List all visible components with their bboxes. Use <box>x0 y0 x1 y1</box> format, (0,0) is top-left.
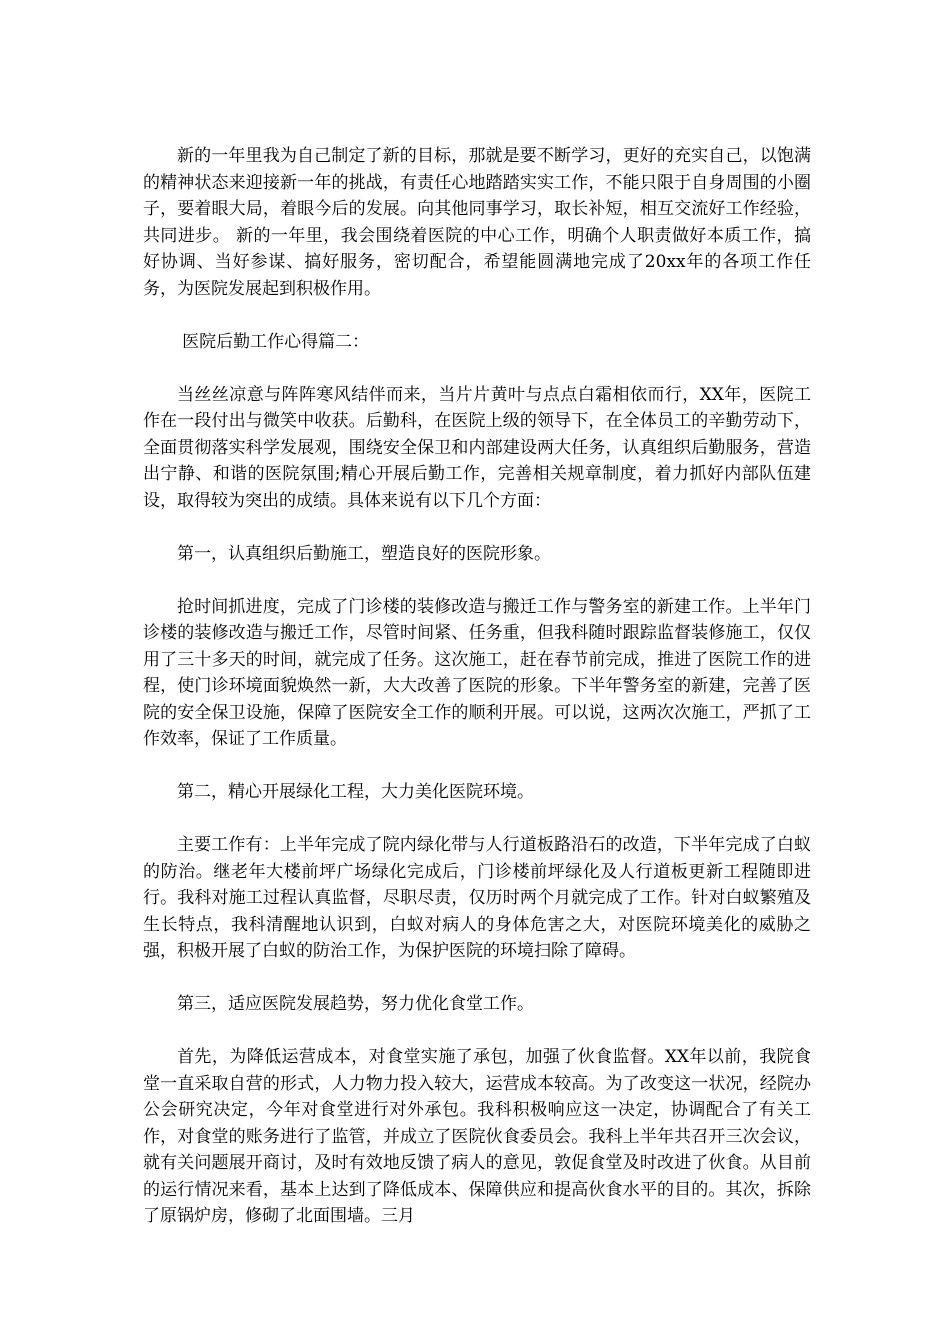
paragraph-logistics-summary: 当丝丝凉意与阵阵寒风结伴而来，当片片黄叶与点点白霜相依而行，XX年，医院工作在一段付出与微笑中收获。后勤科，在医院上级的领导下，在全体员工的辛勤劳动下，全面贯彻落实科学发展观，围绕安全保卫和内部建设两大任务，认真组织后勤服务，营造出宁静、和谐的医院氛围;精心开展后勤工作，完善相关规章制度，着力抓好内部队伍建设，取得较为突出的成绩。具体来说有以下几个方面： <box>143 384 811 511</box>
paragraph-canteen: 首先，为降低运营成本，对食堂实施了承包，加强了伙食监督。XX年以前，我院食堂一直采取自营的形式，人力物力投入较大，运营成本较高。为了改变这一状况，经院办公会研究决定，今年对食堂进行对外承包。我科积极响应这一决定，协调配合了有关工作，对食堂的账务进行了监管，并成立了医院伙食委员会。我科上半年共召开三次会议，就有关问题展开商讨，及时有效地反馈了病人的意见，敦促食堂及时改进了伙食。从目前的运行情况来看，基本上达到了降低成本、保障供应和提高伙食水平的目的。其次，拆除了原锅炉房，修砌了北面围墙。三月 <box>143 1047 811 1226</box>
paragraph-new-year-goals: 新的一年里我为自己制定了新的目标，那就是要不断学习，更好的充实自己，以饱满的精神状态来迎接新一年的挑战，有责任心地踏踏实实工作，不能只限于自身周围的小圈子，要着眼大局，着眼今后的发展。向其他同事学习，取长补短，相互交流好工作经验，共同进步。 新的一年里，我会围绕着医院的中心工作，明确个人职责做好本质工作，搞好协调、当好参谋、搞好服务，密切配合，希望能圆满地完成了20xx年的各项工作任务，为医院发展起到积极作用。 <box>143 146 811 299</box>
subheading-second: 第二，精心开展绿化工程，大力美化医院环境。 <box>177 782 534 802</box>
paragraph-construction: 抢时间抓进度，完成了门诊楼的装修改造与搬迁工作与警务室的新建工作。上半年门诊楼的装修改造与搬迁工作，尽管时间紧、任务重，但我科随时跟踪监督装修施工，仅仅用了三十多天的时间，就完成了任务。这次施工，赶在春节前完成，推进了医院工作的进程，使门诊环境面貌焕然一新，大大改善了医院的形象。下半年警务室的新建，完善了医院的安全保卫设施，保障了医院安全工作的顺利开展。可以说，这两次次施工，严抓了工作效率，保证了工作质量。 <box>143 596 811 749</box>
subheading-first: 第一，认真组织后勤施工，塑造良好的医院形象。 <box>177 543 551 564</box>
document-body <box>143 143 811 1256</box>
subheading-third: 第三，适应医院发展趋势，努力优化食堂工作。 <box>177 994 534 1014</box>
paragraph-greening: 主要工作有：上半年完成了院内绿化带与人行道板路沿石的改造，下半年完成了白蚁的防治。继老年大楼前坪广场绿化完成后，门诊楼前坪绿化及人行道板更新工程随即进行。我科对施工过程认真监督，尽职尽责，仅历时两个月就完成了工作。针对白蚁繁殖及生长特点，我科清醒地认识到，白蚁对病人的身体危害之大，对医院环境美化的威胁之强，积极开展了白蚁的防治工作，为保护医院的环境扫除了障碍。 <box>143 835 811 961</box>
section-heading-part-two: 医院后勤工作心得篇二： <box>182 331 370 352</box>
